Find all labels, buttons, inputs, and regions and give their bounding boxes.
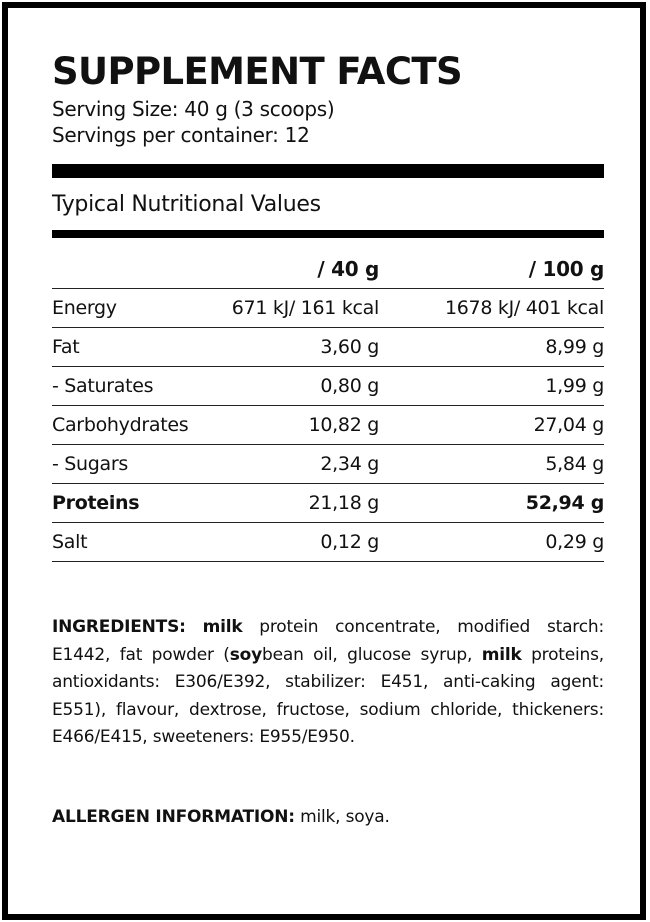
row-per-serving: 0,80 g	[197, 367, 379, 406]
divider-medium	[52, 230, 604, 238]
allergen-word: soy	[229, 644, 263, 665]
ingredients-segment: protein concentrate, modified starch: E1442, fat powder (	[52, 617, 604, 665]
ingredients-segment: bean oil, glucose syrup,	[262, 644, 482, 665]
row-label: Carbohydrates	[52, 406, 197, 445]
table-row	[52, 406, 604, 445]
row-label: - Sugars	[52, 445, 197, 484]
header-label	[52, 250, 197, 289]
row-per-serving: 2,34 g	[197, 445, 379, 484]
table-title: Typical Nutritional Values	[52, 192, 321, 217]
ingredients-text	[52, 614, 604, 752]
serving-size: Serving Size: 40 g (3 scoops)	[52, 97, 335, 121]
row-per-serving: 3,60 g	[197, 328, 379, 367]
page-title: SUPPLEMENT FACTS	[52, 50, 463, 93]
table-row	[52, 484, 604, 523]
label-frame	[2, 2, 646, 920]
row-per-100g: 27,04 g	[379, 406, 604, 445]
allergen-word: milk	[481, 644, 522, 665]
table-header-row	[52, 250, 604, 289]
row-label: - Saturates	[52, 367, 197, 406]
allergen-heading: ALLERGEN INFORMATION:	[52, 806, 295, 827]
allergen-word: milk	[202, 617, 243, 637]
allergen-information	[52, 804, 604, 831]
table-row	[52, 328, 604, 367]
table-row	[52, 445, 604, 484]
row-per-100g: 8,99 g	[379, 328, 604, 367]
table-row	[52, 289, 604, 328]
label-content	[52, 48, 604, 831]
row-per-serving: 671 kJ/ 161 kcal	[197, 289, 379, 328]
row-label: Proteins	[52, 484, 197, 523]
row-per-serving: 0,12 g	[197, 523, 379, 562]
row-label: Energy	[52, 289, 197, 328]
allergen-text: milk, soya.	[294, 806, 390, 827]
row-per-100g: 1,99 g	[379, 367, 604, 406]
row-per-100g: 52,94 g	[379, 484, 604, 523]
ingredients-heading: INGREDIENTS:	[52, 617, 186, 637]
header-per-100g: / 100 g	[379, 250, 604, 289]
servings-per-container: Servings per container: 12	[52, 123, 310, 147]
row-label: Fat	[52, 328, 197, 367]
row-label: Salt	[52, 523, 197, 562]
nutrition-table	[52, 250, 604, 562]
row-per-100g: 5,84 g	[379, 445, 604, 484]
row-per-100g: 0,29 g	[379, 523, 604, 562]
row-per-100g: 1678 kJ/ 401 kcal	[379, 289, 604, 328]
table-row	[52, 523, 604, 562]
ingredients-segment: proteins, antioxidants: E306/E392, stabilizer: E451, anti-caking agent: E551), flavour, dextrose, fructose, sodium chloride, thickeners: E466/E415, sweeteners: E955/E950.	[52, 644, 604, 747]
row-per-serving: 10,82 g	[197, 406, 379, 445]
divider-thick	[52, 164, 604, 178]
table-row	[52, 367, 604, 406]
header-per-serving: / 40 g	[197, 250, 379, 289]
row-per-serving: 21,18 g	[197, 484, 379, 523]
